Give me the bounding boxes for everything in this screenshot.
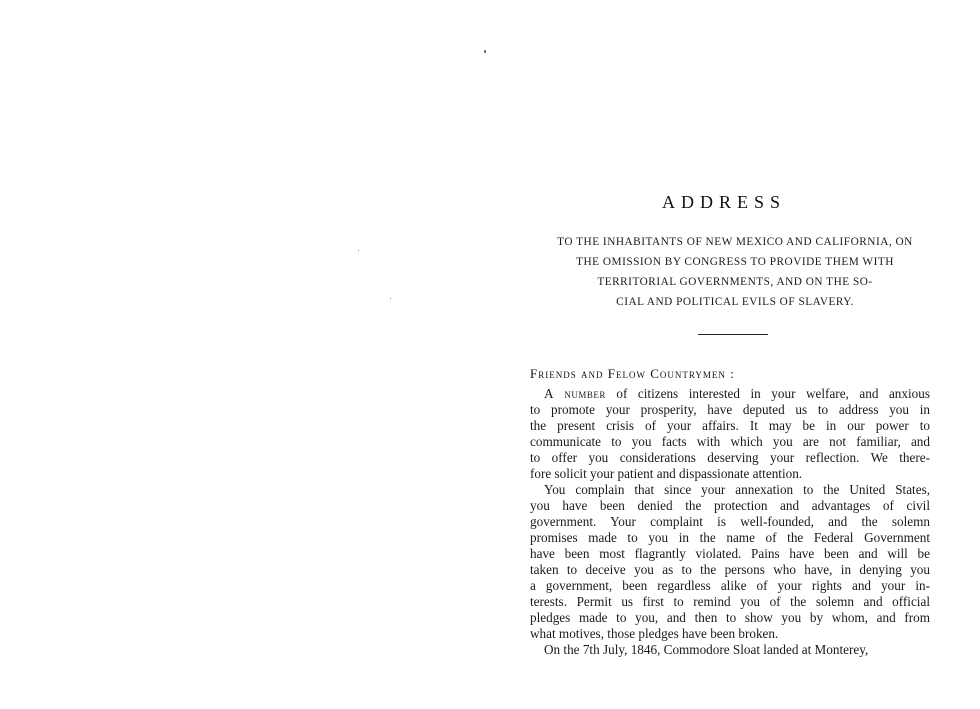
page-title: ADDRESS	[662, 192, 787, 212]
subtitle-line: THE OMISSION BY CONGRESS TO PROVIDE THEM WITH	[576, 256, 894, 268]
body-line: to offer you considerations deserving your reflection. We there-	[530, 450, 930, 465]
right-page	[490, 0, 980, 709]
body-line: to promote your prosperity, have deputed us to address you in	[530, 402, 930, 417]
body-first-word: A number	[544, 386, 606, 401]
body-line: government. Your complaint is well-founded, and the solemn	[530, 514, 930, 529]
body-line: have been most flagrantly violated. Pains have been and will be	[530, 546, 930, 561]
body-line: you have been denied the protection and advantages of civil	[530, 498, 930, 513]
body-line: the present crisis of your affairs. It may be in our power to	[530, 418, 930, 433]
body-line: On the 7th July, 1846, Commodore Sloat landed at Monterey,	[544, 642, 869, 657]
body-line-text: of citizens interested in your welfare, and anxious	[605, 386, 930, 401]
body-text	[530, 386, 930, 658]
body-line: communicate to you facts with which you are not familiar, and	[530, 434, 930, 449]
ink-speck	[390, 298, 391, 299]
subtitle-line: TO THE INHABITANTS OF NEW MEXICO AND CALIFORNIA, ON	[557, 236, 913, 248]
ink-speck	[358, 250, 359, 251]
subtitle-line: TERRITORIAL GOVERNMENTS, AND ON THE SO-	[597, 276, 873, 288]
body-line: fore solicit your patient and dispassionate attention.	[530, 466, 803, 481]
divider-rule	[698, 334, 768, 335]
body-line: taken to deceive you as to the persons who have, in denying you	[530, 562, 930, 577]
subtitle-block	[520, 232, 950, 312]
ink-speck	[484, 50, 486, 53]
body-line: pledges made to you, and then to show you by whom, and from	[530, 610, 930, 625]
body-line: what motives, those pledges have been broken.	[530, 626, 779, 641]
body-line: You complain that since your annexation to the United States,	[544, 482, 930, 497]
salutation: Friends and Felow Countrymen :	[530, 366, 735, 381]
body-line: promises made to you in the name of the Federal Government	[530, 530, 930, 545]
subtitle-line: CIAL AND POLITICAL EVILS OF SLAVERY.	[616, 296, 854, 308]
body-line	[530, 386, 930, 402]
body-line: terests. Permit us first to remind you of the solemn and official	[530, 594, 930, 609]
body-line: a government, been regardless alike of your rights and your in-	[530, 578, 930, 593]
